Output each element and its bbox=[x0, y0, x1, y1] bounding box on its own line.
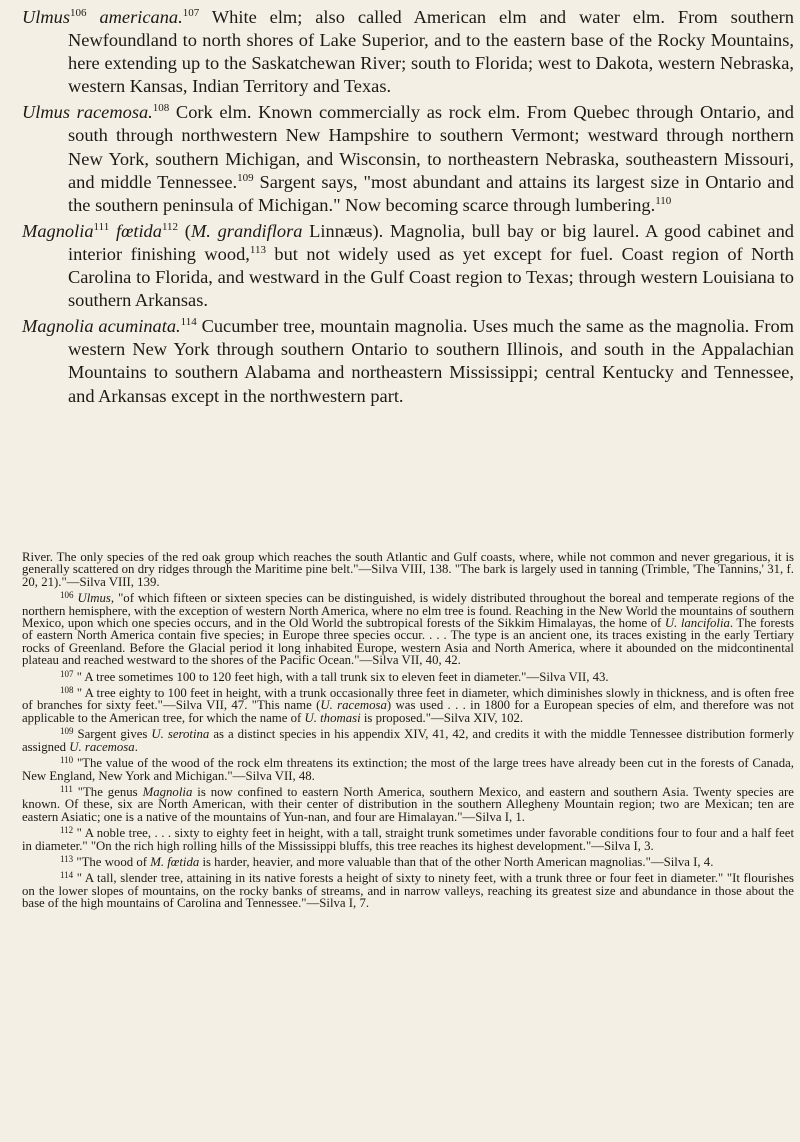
footnote-107 bbox=[22, 668, 794, 684]
italic-term: U. racemosa bbox=[69, 739, 135, 754]
species-name: fœtida bbox=[109, 220, 162, 241]
footnote-text: " A tree sometimes 100 to 120 feet high, with a tall trunk six to eleven feet in diameter."—Silva VII, 43. bbox=[73, 669, 609, 684]
footnote-text: "The value of the wood of the rock elm threatens its extinction; the most of the large trees have already been cut in the forests of Canada, New England, New York and Michigan."—Silva VII, 48. bbox=[22, 756, 794, 783]
italic-term: U. serotina bbox=[151, 727, 210, 742]
footnote-number: 109 bbox=[60, 726, 74, 737]
species-name: Magnolia acuminata. bbox=[22, 316, 181, 337]
footnote-111 bbox=[22, 783, 794, 824]
italic-term: Magnolia bbox=[142, 784, 193, 799]
species-name: Magnolia bbox=[22, 220, 94, 241]
species-synonym: M. grandiflora bbox=[190, 220, 303, 241]
entry-ulmus-americana bbox=[22, 6, 794, 98]
footnote-text: is harder, heavier, and more valuable than that of the other North American magnolias."—Silva I, 4. bbox=[199, 854, 714, 869]
footnote-text: " A noble tree, . . . sixty to eighty feet in height, with a tall, straight trunk sometimes under favorable conditions four to four and a half feet in diameter." "On the rich high rolling hills of the Mississippi bluffs, this tree reaches its highest development."—Silva I, 3. bbox=[22, 826, 794, 853]
footnote-ref: 109 bbox=[237, 171, 254, 184]
species-name: Ulmus bbox=[22, 7, 71, 27]
footnote-number: 112 bbox=[60, 825, 74, 836]
italic-term: U. lancifolia bbox=[664, 616, 730, 631]
species-name: Ulmus racemosa. bbox=[22, 102, 153, 123]
footnote-text: " A tree eighty to 100 feet in height, with a trunk occasionally three feet in diameter, which diminishes slowly in thickness, and is often free of branches for sixty feet."—Silva VII, 47. "This name ( bbox=[22, 686, 794, 713]
footnote-text: is now confined to eastern North America, southern Mexico, and eastern and southern Asia. Twenty species are known. Of these, six are North American, with their center of distribution in the southern Allegheny Mountain region; two are Mexican; ten are eastern Asiatic; one is a native of the mountains of Yun-nan, and four are Himalayan."—Silva I, 1. bbox=[22, 784, 794, 824]
footnote-113 bbox=[22, 853, 794, 869]
footnote-ref: 111 bbox=[93, 220, 110, 233]
footnote-text: as a distinct species in his appendix XIV, 41, 42, and credits it with the middle Tennessee distribution formerly assigned bbox=[22, 727, 794, 754]
entry-text: Cucumber tree, mountain magnolia. Uses much the same as the magnolia. From western New York through southern Ontario to southern Illinois, and south in the Appalachian Mountains to southern Alabama and northeastern Mississippi; central Kentucky and Tennessee, and Arkansas except in the northwestern part. bbox=[68, 316, 794, 406]
footnote-number: 114 bbox=[60, 870, 74, 881]
entry-magnolia-foetida bbox=[22, 220, 794, 312]
footnote-ref: 106 bbox=[70, 7, 87, 19]
footnote-number: 108 bbox=[60, 685, 74, 696]
footnote-108 bbox=[22, 687, 794, 724]
italic-term: M. fœtida bbox=[150, 854, 200, 869]
footnote-ref: 107 bbox=[182, 7, 200, 19]
footnote-ref: 113 bbox=[249, 243, 266, 256]
italic-term: Ulmus, bbox=[77, 591, 115, 606]
footnote-text: "The wood of bbox=[73, 854, 151, 869]
footnote-ref: 114 bbox=[180, 316, 197, 329]
entry-ulmus-racemosa bbox=[22, 101, 794, 216]
footnote-text: ) was used . . . in 1800 for a European species of elm, and therefore was not applicable to the American tree, for which the name of bbox=[22, 698, 794, 725]
footnote-ref: 108 bbox=[152, 102, 170, 115]
entry-text: Cork elm. Known commercially as rock elm. From Quebec through Ontario, and south through northwestern New Hampshire to southern Vermont; westward through northern New York, southern Michigan, and Wisconsin, to northeastern Nebraska, southeastern Missouri, and middle Tennessee. bbox=[68, 102, 794, 192]
italic-term: U. racemosa bbox=[320, 698, 387, 713]
footnote-text: " A tall, slender tree, attaining in its native forests a height of sixty to ninety feet, with a trunk three or four feet in diameter." "It flourishes on the lower slopes of mountains, on the rocky banks of streams, and in narrow valleys, reaching its greatest size and abundance in those about the base of the high mountains of Carolina and Tennessee."—Silva I, 7. bbox=[22, 871, 794, 911]
entry-text: Linnæus). Magnolia, bull bay or big laurel. A good cabinet and interior finishing wood, bbox=[68, 220, 794, 264]
footnote-112 bbox=[22, 827, 794, 852]
entry-text: but not widely used as yet except for fuel. Coast region of North Carolina to Florida, and westward in the Gulf Coast region to Texas; through western Louisiana to southern Arkansas. bbox=[68, 243, 794, 311]
footnote-106 bbox=[22, 592, 794, 666]
footnote-text: . bbox=[134, 739, 138, 754]
entry-magnolia-acuminata bbox=[22, 315, 794, 407]
footnote-number: 110 bbox=[60, 755, 74, 766]
entry-text: ( bbox=[178, 220, 191, 241]
footnote-ref: 112 bbox=[161, 220, 179, 233]
footnote-number: 113 bbox=[60, 853, 74, 864]
species-name: americana. bbox=[86, 7, 183, 27]
footnote-text: is proposed."—Silva XIV, 102. bbox=[360, 710, 524, 725]
entry-text: White elm; also called American elm and water elm. From southern Newfoundland to north shores of Lake Superior, and to the eastern base of the Rocky Mountains, here extending up to the Saskatchewan River; south to Florida; west to Dakota, western Nebraska, western Kansas, Indian Territory and Texas. bbox=[68, 7, 794, 97]
footnote-number: 107 bbox=[60, 668, 74, 679]
footnote-114 bbox=[22, 872, 794, 909]
footnote-109 bbox=[22, 728, 794, 753]
footnotes bbox=[22, 551, 794, 914]
footnote-ref: 110 bbox=[655, 194, 672, 207]
entry-text: Sargent says, "most abundant and attains its largest size in Ontario and the southern peninsula of Michigan." Now becoming scarce through lumbering. bbox=[68, 171, 794, 215]
footnote-text: "of which fifteen or sixteen species can be distinguished, is widely distributed throughout the boreal and temperate regions of the northern hemisphere, with the exception of western North America, where no elm tree is found. Reaching in the New World the mountains of southern Mexico, upon which one species occurs, and in the Old World the subtropical forests of the Sikkim Himalayas, the home of bbox=[22, 591, 794, 631]
footnote-text: . The forests of eastern North America contain five species; in Europe three species occur. . . . The type is an ancient one, its traces existing in the early Tertiary rocks of Greenland. Before the Glacial period it long inhabited Europe, western Asia and North America, where it abounded on the midcontinental plateau and reached westward to the shores of the Pacific Ocean."—Silva VII, 40, 42. bbox=[22, 616, 794, 668]
main-text bbox=[22, 6, 794, 411]
footnote-number: 111 bbox=[60, 783, 73, 794]
footnote-110 bbox=[22, 757, 794, 782]
footnote-continued: River. The only species of the red oak group which reaches the south Atlantic and Gulf coasts, where, while not common and never gregarious, it is generally scattered on dry ridges through the Maritime pine belt."—Silva VIII, 138. "The bark is largely used in tanning (Trimble, 'The Tannins,' 31, f. 20, 21)."—Silva VIII, 139. bbox=[22, 550, 794, 589]
italic-term: U. thomasi bbox=[304, 710, 361, 725]
footnote-text: Sargent gives bbox=[73, 727, 152, 742]
footnote-number: 106 bbox=[60, 590, 74, 601]
footnote-text: "The genus bbox=[72, 784, 143, 799]
